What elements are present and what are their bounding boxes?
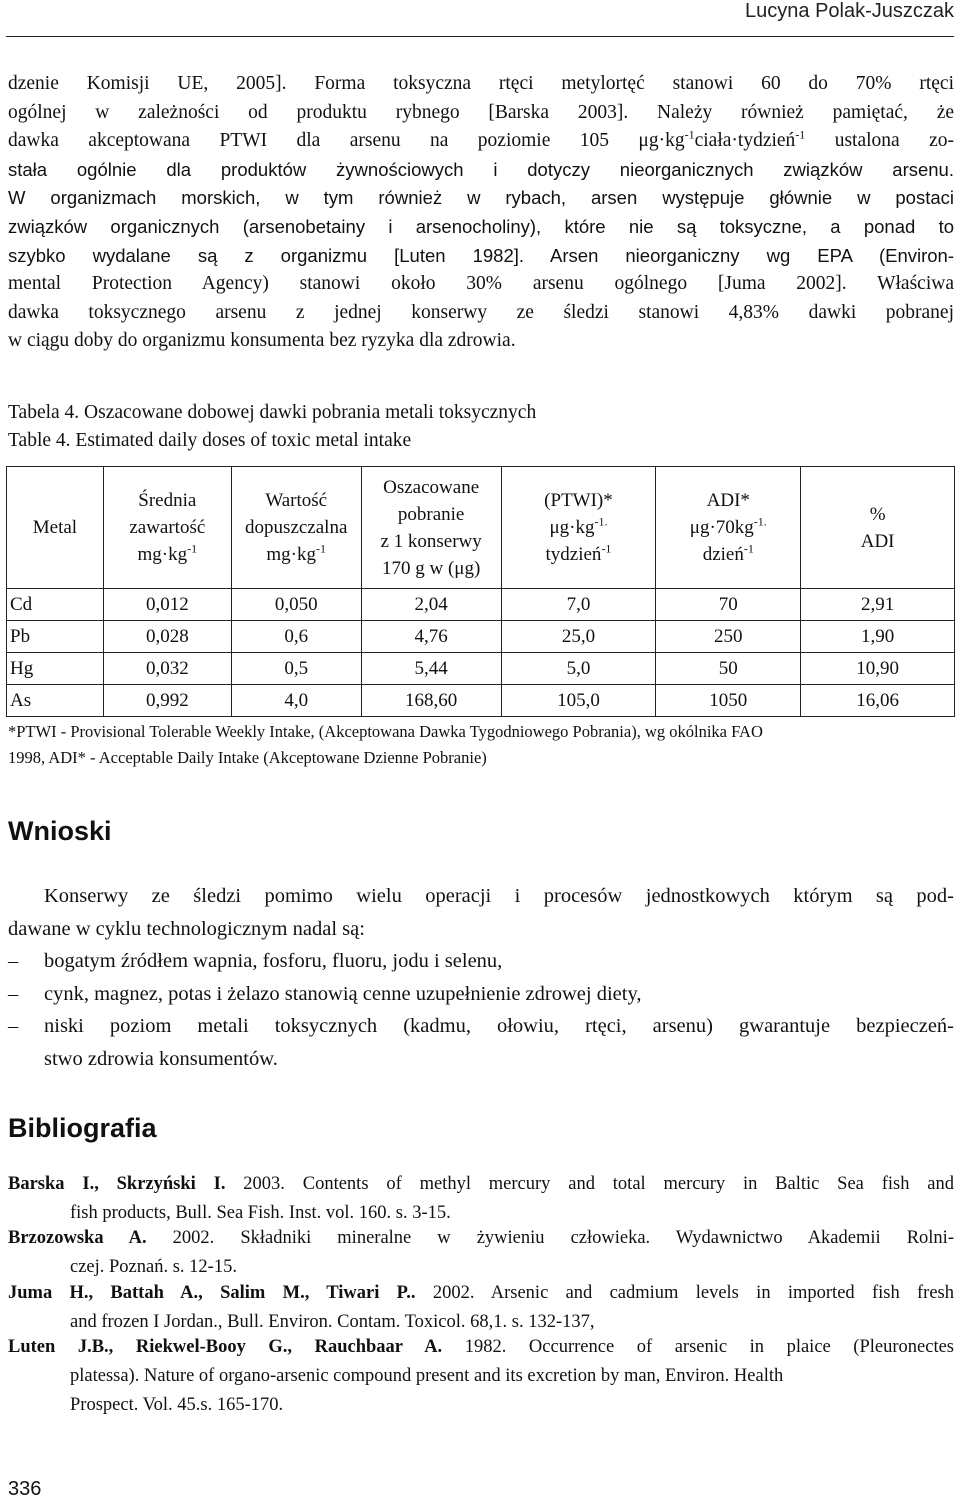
header-text: (PTWI)* — [544, 490, 613, 511]
bullet-dash: – — [8, 950, 19, 972]
table-cell: 5,44 — [361, 653, 501, 685]
intro-line: mental Protection Agency) stanowi około 30% arsenu ogólnego [Juma 2002]. Właściwa — [8, 273, 954, 295]
intro-text: ustalona zo- — [805, 130, 954, 152]
running-header-author: Lucyna Polak-Juszczak — [745, 0, 954, 22]
reference-entry — [8, 1170, 954, 1228]
superscript: -1 — [795, 127, 806, 142]
conclusions-heading: Wnioski — [8, 816, 112, 846]
conclusions-bullet-cont — [8, 1043, 954, 1076]
bibliography-heading: Bibliografia — [8, 1113, 157, 1143]
table-cell: Cd — [7, 589, 104, 621]
intro-line: związków organicznych (arsenobetainy i arsenocholiny), które nie są toksyczne, a ponad to — [8, 215, 954, 237]
table-footnote — [8, 719, 954, 771]
reference-line: platessa). Nature of organo-arsenic compound present and its excretion by man, Environ. Health — [70, 1366, 784, 1386]
conclusions-bullet — [8, 1010, 954, 1043]
header-text: Wartość — [265, 490, 328, 511]
table-cell: 0,050 — [231, 589, 361, 621]
table-caption — [8, 399, 536, 455]
header-text: z 1 konserwy — [380, 530, 482, 552]
col-header-permissible — [231, 467, 361, 589]
conclusions-line: dawane w cyklu technologicznym nadal są: — [8, 917, 365, 940]
bullet-dash: – — [8, 982, 19, 1005]
col-header-percent-adi — [801, 467, 955, 589]
bullet-text: cynk, magnez, potas i żelazo stanowią cenne uzupełnienie zdrowej diety, — [44, 982, 642, 1005]
table-cell: 70 — [656, 589, 801, 621]
col-header-metal: Metal — [7, 467, 104, 589]
superscript: -1 — [684, 127, 695, 142]
footnote-line: *PTWI - Provisional Tolerable Weekly Intake, (Akceptowana Dawka Tygodniowego Pobrania), wg okólnika FAO — [8, 722, 763, 741]
table-cell: 168,60 — [361, 685, 501, 717]
intro-line: dzenie Komisji UE, 2005]. Forma toksyczna rtęci metylortęć stanowi 60 do 70% rtęci — [8, 73, 954, 94]
header-text: mg·kg — [137, 544, 188, 565]
header-text: Średnia — [138, 490, 197, 511]
superscript: -1. — [594, 514, 608, 529]
table-cell: 4,0 — [231, 685, 361, 717]
header-text: dzień — [702, 544, 744, 565]
intro-paragraph — [8, 70, 954, 356]
superscript: -1. — [753, 514, 767, 529]
reference-authors: Luten J.B., Riekwel-Booy G., Rauchbaar A. — [8, 1337, 443, 1357]
superscript: -1 — [316, 541, 327, 556]
header-text: dopuszczalna — [245, 517, 348, 538]
header-unit — [658, 514, 798, 541]
table-cell: 1,90 — [801, 621, 955, 653]
bullet-text: bogatym źródłem wapnia, fosforu, fluoru, jodu i selenu, — [44, 950, 503, 972]
intro-text: dawka akceptowana PTWI dla arsenu na poziomie 105 μg·kg — [8, 130, 685, 152]
reference-text: 2003. Contents of methyl mercury and total mercury in Baltic Sea fish and — [225, 1174, 954, 1194]
table-cell: 50 — [656, 653, 801, 685]
header-text: ADI* — [706, 490, 750, 511]
table-cell: 7,0 — [501, 589, 656, 621]
header-text: ADI — [860, 530, 895, 552]
conclusions-bullet — [8, 978, 954, 1011]
header-unit — [504, 514, 654, 541]
table-row — [7, 653, 955, 685]
table-cell: Pb — [7, 621, 104, 653]
reference-line — [8, 1170, 954, 1199]
reference-entry — [8, 1333, 954, 1420]
reference-line — [8, 1279, 954, 1308]
table-caption-en: Table 4. Estimated daily doses of toxic metal intake — [8, 430, 412, 451]
table-cell: 0,5 — [231, 653, 361, 685]
col-header-average — [103, 467, 231, 589]
metals-table — [6, 466, 955, 717]
header-text: zawartość — [129, 517, 206, 538]
table-cell: 0,6 — [231, 621, 361, 653]
table-cell: 2,04 — [361, 589, 501, 621]
reference-authors: Brzozowska A. — [8, 1228, 147, 1248]
reference-line: Prospect. Vol. 45.s. 165-170. — [70, 1395, 284, 1415]
intro-line — [8, 127, 954, 156]
reference-authors: Juma H., Battah A., Salim M., Tiwari P.. — [8, 1283, 416, 1303]
col-header-estimated — [361, 467, 501, 589]
reference-text: 2002. Arsenic and cadmium levels in imported fish fresh — [415, 1283, 954, 1303]
table-cell: 16,06 — [801, 685, 955, 717]
intro-line: ogólnej w zależności od produktu rybnego [Barska 2003]. Należy również pamiętać, że — [8, 101, 954, 123]
header-unit — [106, 541, 229, 568]
page-number: 336 — [8, 1478, 42, 1500]
table-row — [7, 621, 955, 653]
bullet-dash: – — [8, 1015, 19, 1037]
reference-line: czej. Poznań. s. 12-15. — [70, 1257, 237, 1277]
reference-entry — [8, 1279, 954, 1337]
header-unit — [658, 541, 798, 568]
header-text: pobranie — [397, 503, 465, 525]
reference-authors: Barska I., Skrzyński I. — [8, 1174, 226, 1194]
col-header-adi — [656, 467, 801, 589]
intro-line: dawka toksycznego arsenu z jednej konserwy ze śledzi stanowi 4,83% dawki pobranej — [8, 301, 954, 323]
table-cell: As — [7, 685, 104, 717]
reference-line: and frozen I Jordan., Bull. Environ. Contam. Toxicol. 68,1. s. 132-137, — [70, 1312, 595, 1332]
table-cell: 0,992 — [103, 685, 231, 717]
table-caption-pl: Tabela 4. Oszacowane dobowej dawki pobrania metali toksycznych — [8, 402, 537, 423]
bullet-text: stwo zdrowia konsumentów. — [44, 1047, 278, 1070]
intro-line: w ciągu doby do organizmu konsumenta bez ryzyka dla zdrowia. — [8, 330, 516, 352]
reference-line — [8, 1224, 954, 1253]
table-cell: 25,0 — [501, 621, 656, 653]
intro-text: ciała·tydzień — [694, 130, 796, 152]
table-cell: 2,91 — [801, 589, 955, 621]
header-text: μg·70kg — [689, 517, 754, 538]
footnote-line: 1998, ADI* - Acceptable Daily Intake (Akceptowane Dzienne Pobranie) — [8, 748, 487, 767]
header-text: % — [869, 503, 886, 525]
header-text: Oszacowane — [383, 476, 480, 498]
intro-line: szybko wydalane są z organizmu [Luten 1982]. Arsen nieorganiczny wg EPA (Environ- — [8, 244, 954, 266]
header-text: mg·kg — [266, 544, 317, 565]
table-cell: 105,0 — [501, 685, 656, 717]
table-row — [7, 685, 955, 717]
superscript: -1 — [743, 541, 754, 556]
header-text: μg·kg — [549, 517, 595, 538]
reference-text: 1982. Occurrence of arsenic in plaice (Pleuronectes — [442, 1337, 954, 1357]
superscript: -1 — [187, 541, 198, 556]
reference-entry — [8, 1224, 954, 1282]
reference-line — [8, 1333, 954, 1362]
table-row — [7, 589, 955, 621]
table-cell: 5,0 — [501, 653, 656, 685]
intro-line: W organizmach morskich, w tym również w rybach, arsen występuje głównie w postaci — [8, 187, 954, 209]
table-cell: 0,012 — [103, 589, 231, 621]
header-rule — [6, 36, 954, 37]
table-header-row — [7, 467, 955, 589]
superscript: -1 — [601, 541, 612, 556]
table-cell: 250 — [656, 621, 801, 653]
conclusions-body — [8, 880, 954, 1075]
header-unit — [504, 541, 654, 568]
header-unit — [234, 541, 359, 568]
table-cell: 10,90 — [801, 653, 955, 685]
header-text: 170 g w (μg) — [381, 557, 481, 579]
bullet-text: niski poziom metali toksycznych (kadmu, ołowiu, rtęci, arsenu) gwarantuje bezpieczeń- — [44, 1015, 954, 1037]
conclusions-bullet — [8, 945, 954, 978]
table-cell: 0,032 — [103, 653, 231, 685]
header-text: tydzień — [545, 544, 602, 565]
table-cell: Hg — [7, 653, 104, 685]
reference-text: 2002. Składniki mineralne w żywieniu człowieka. Wydawnictwo Akademii Rolni- — [146, 1228, 954, 1248]
table-cell: 4,76 — [361, 621, 501, 653]
table-cell: 0,028 — [103, 621, 231, 653]
reference-line: fish products, Bull. Sea Fish. Inst. vol. 160. s. 3-15. — [70, 1203, 451, 1223]
conclusions-line: Konserwy ze śledzi pomimo wielu operacji i procesów jednostkowych którym są pod- — [44, 885, 954, 907]
intro-line: stała ogólnie dla produktów żywnościowych i dotyczy nieorganicznych związków arsenu. — [8, 158, 954, 180]
col-header-ptwi — [501, 467, 656, 589]
table-cell: 1050 — [656, 685, 801, 717]
